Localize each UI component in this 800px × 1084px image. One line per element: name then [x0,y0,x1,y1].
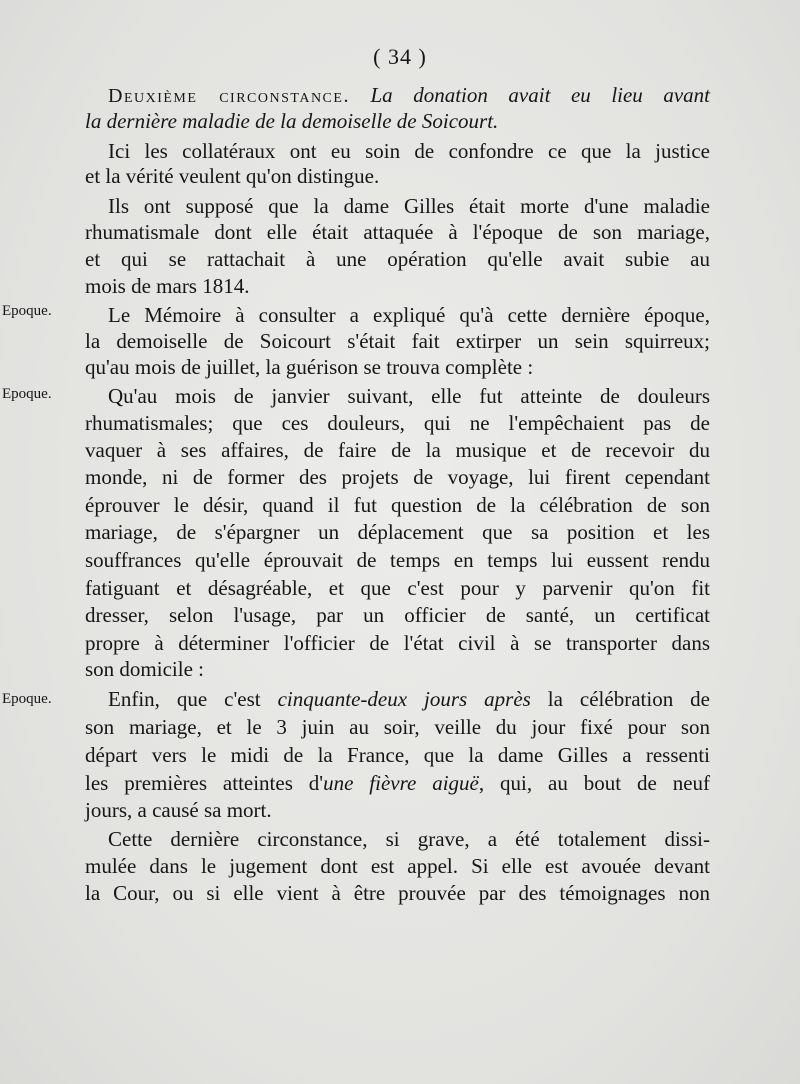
text-line: éprouver le désir, quand il fut question de la célébration de son [85,493,710,517]
text-line: Cette dernière circonstance, si grave, a été totalement dissi- [108,827,710,851]
text-line: son domicile : [85,657,204,681]
text-line: jours, a causé sa mort. [85,798,272,822]
text-line: rhumatismale dont elle était attaquée à l'époque de son mariage, [85,220,710,244]
margin-note-epoque-2: Epoque. [2,386,52,402]
margin-note-epoque-3: Epoque. [2,691,52,707]
text-line: la dernière maladie de la demoiselle de Soicourt. [85,109,499,133]
text-line: départ vers le midi de la France, que la dame Gilles a ressenti [85,743,710,767]
margin-note-epoque-1: Epoque. [2,303,52,319]
text-line: les premières atteintes d'une fièvre aiguë, qui, au bout de neuf [85,771,711,795]
text-line: qu'au mois de juillet, la guérison se trouva complète : [85,355,534,379]
text-line: et qui se rattachait à une opération qu'elle avait subie au [85,247,710,271]
text-line: souffrances qu'elle éprouvait de temps en temps lui eussent rendu [85,548,710,572]
text-line [108,82,710,109]
text-line: la demoiselle de Soicourt s'était fait extirper un sein squirreux; [85,329,710,353]
text-line: Ici les collatéraux ont eu soin de confondre ce que la justice [108,139,710,163]
emphasis: cinquante-deux jours après [277,687,531,711]
text-line: et la vérité veulent qu'on distingue. [85,164,380,188]
text-line: Qu'au mois de janvier suivant, elle fut atteinte de douleurs [108,384,710,408]
text-line: rhumatismales; que ces douleurs, qui ne l'empêchaient pas de [85,411,710,435]
text-line: Ils ont supposé que la dame Gilles était morte d'une maladie [108,194,710,218]
text-line: la Cour, ou si elle vient à être prouvée par des témoignages non [85,881,710,905]
text-line: dresser, selon l'usage, par un officier de santé, un certificat [85,603,710,627]
text-line: Enfin, que c'est cinquante-deux jours après la célébration de [108,687,710,711]
section-heading: Deuxième circonstance. [108,85,350,107]
text-line: son mariage, et le 3 juin au soir, veille du jour fixé pour son [85,715,710,739]
text-line: propre à déterminer l'officier de l'état civil à se transporter dans [85,631,710,655]
text-line: fatiguant et désagréable, et que c'est pour y parvenir qu'on fit [85,576,710,600]
emphasis: une fièvre aiguë [323,771,479,795]
text-line: monde, ni de former des projets de voyage, lui firent cependant [85,465,710,489]
text-line: vaquer à ses affaires, de faire de la musique et de recevoir du [85,438,710,462]
text-line: mariage, de s'épargner un déplacement que sa position et les [85,520,710,544]
text-line: Le Mémoire à consulter a expliqué qu'à cette dernière époque, [108,303,710,327]
text-line: mois de mars 1814. [85,274,250,298]
text-line: mulée dans le jugement dont est appel. Si elle est avouée devant [85,854,710,878]
page-number: ( 34 ) [373,44,427,69]
section-heading-italic: La donation avait eu lieu avant [349,83,710,107]
